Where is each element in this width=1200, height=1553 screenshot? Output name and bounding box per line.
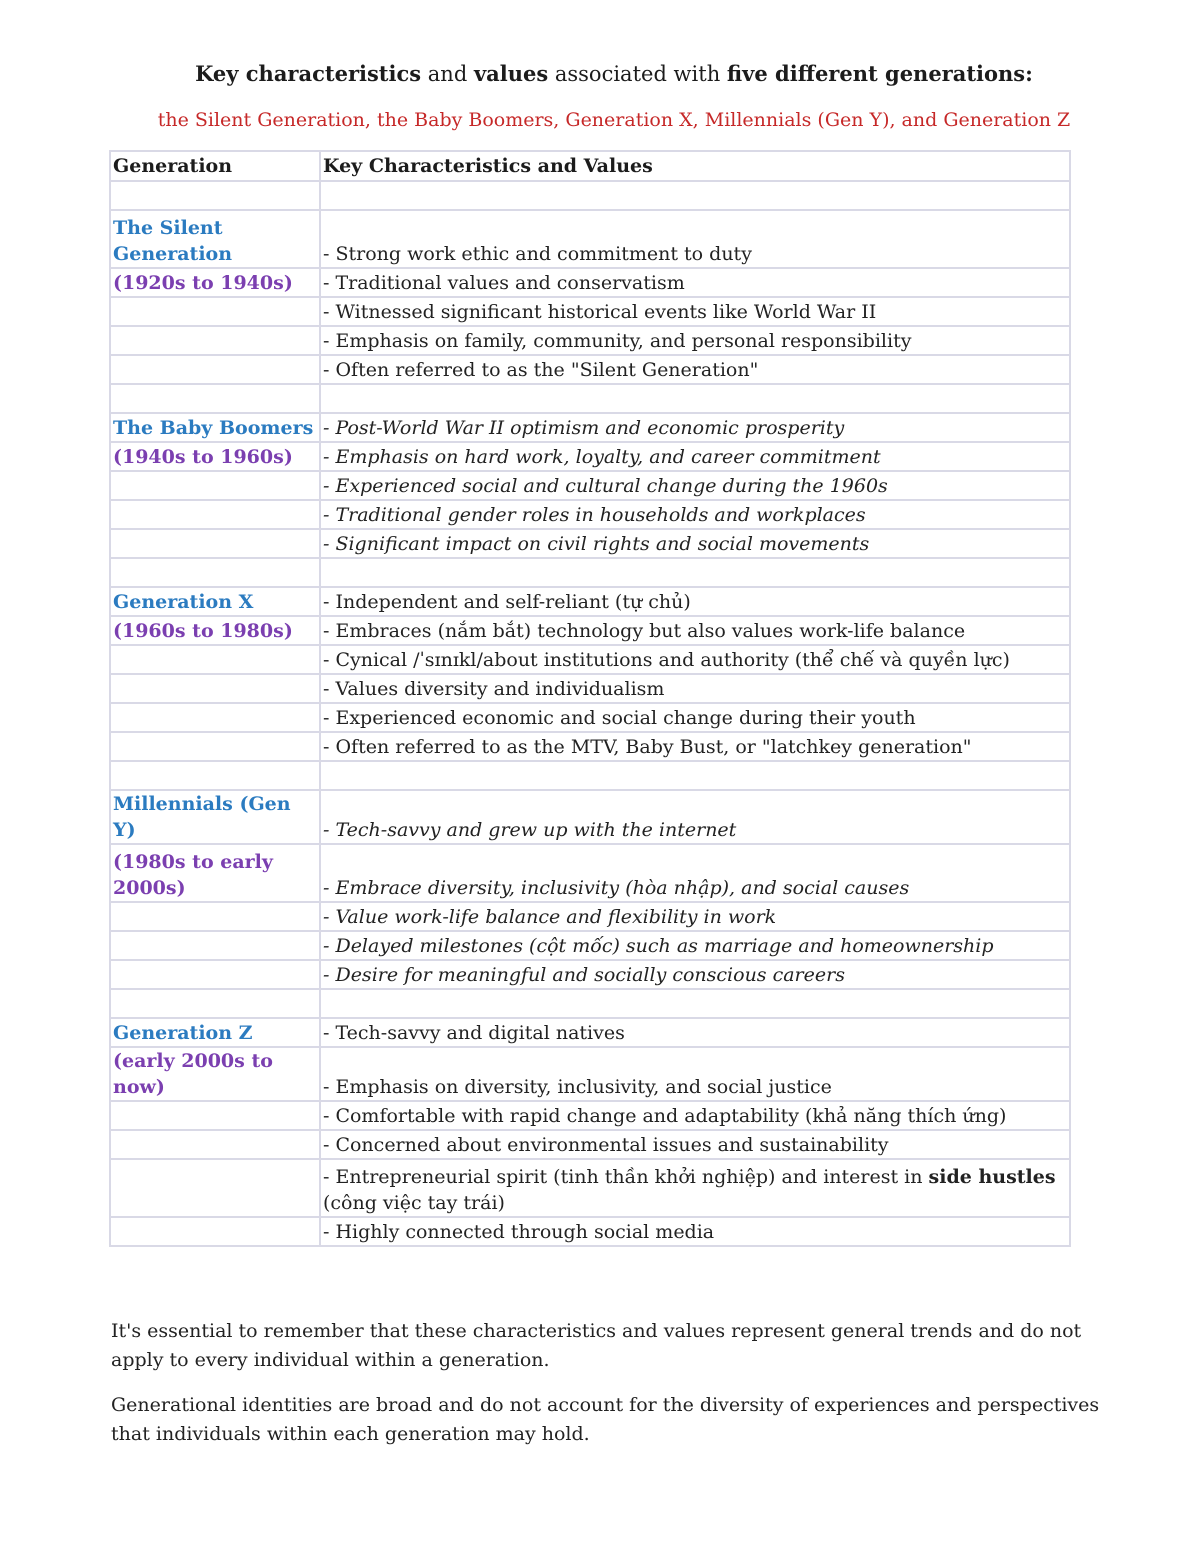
- table-row: [110, 790, 1070, 844]
- title-plain-1: and: [421, 62, 474, 86]
- silent-years: (1920s to 1940s): [113, 272, 293, 294]
- characteristic-cell: - Comfortable with rapid change and adaptability (khả năng thích ứng): [320, 1101, 1070, 1130]
- table-row: [110, 616, 1070, 645]
- generations-table: [109, 150, 1071, 1247]
- millennials-name-cell: [110, 790, 320, 844]
- characteristic-cell: - Embraces (nắm bắt) technology but also values work-life balance: [320, 616, 1070, 645]
- table-row: [110, 268, 1070, 297]
- table-row: [110, 210, 1070, 268]
- silent-name: The Silent Generation: [113, 217, 233, 265]
- table-row: [110, 587, 1070, 616]
- boomers-years-cell: [110, 442, 320, 471]
- characteristic-cell: - Tech-savvy and digital natives: [320, 1018, 1070, 1047]
- characteristic-cell: [320, 1159, 1070, 1217]
- genz-name-cell: [110, 1018, 320, 1047]
- spacer-row: [110, 989, 1070, 1018]
- table-row: [110, 297, 1070, 326]
- characteristic-cell: - Cynical /ˈsɪnɪkl/about institutions and authority (thể chế và quyền lực): [320, 645, 1070, 674]
- footer-paragraph-2: Generational identities are broad and do not account for the diversity of experiences and perspectives that individuals within each generation may hold.: [111, 1394, 1100, 1445]
- title-bold-2: values: [473, 61, 549, 86]
- table-row: [110, 471, 1070, 500]
- characteristic-cell: - Experienced social and cultural change during the 1960s: [320, 471, 1070, 500]
- footer-paragraph-1: It's essential to remember that these characteristics and values represent general trends and do not apply to every individual within a generation.: [111, 1320, 1082, 1371]
- characteristic-cell: - Tech-savvy and grew up with the internet: [320, 790, 1070, 844]
- genx-name: Generation X: [113, 591, 254, 613]
- genz-years-cell: [110, 1047, 320, 1101]
- genz-years: (early 2000s to now): [113, 1050, 273, 1098]
- boomers-name: The Baby Boomers: [113, 417, 314, 439]
- millennials-years: (1980s to early 2000s): [113, 851, 273, 899]
- genx-years-cell: [110, 616, 320, 645]
- millennials-years-cell: [110, 844, 320, 902]
- table-row: [110, 1101, 1070, 1130]
- characteristic-cell: - Often referred to as the MTV, Baby Bust, or "latchkey generation": [320, 732, 1070, 761]
- table-row: [110, 645, 1070, 674]
- boomers-name-cell: [110, 413, 320, 442]
- table-row: [110, 931, 1070, 960]
- table-row: [110, 1130, 1070, 1159]
- silent-years-cell: [110, 268, 320, 297]
- table-header-row: [110, 151, 1070, 181]
- header-generation: Generation: [110, 151, 320, 181]
- characteristic-cell: - Desire for meaningful and socially conscious careers: [320, 960, 1070, 989]
- characteristic-cell: - Experienced economic and social change during their youth: [320, 703, 1070, 732]
- header-characteristics: Key Characteristics and Values: [320, 151, 1070, 181]
- title-plain-2: associated with: [548, 62, 727, 86]
- table-row: [110, 674, 1070, 703]
- characteristic-cell: - Strong work ethic and commitment to duty: [320, 210, 1070, 268]
- characteristic-cell: - Often referred to as the "Silent Generation": [320, 355, 1070, 384]
- characteristic-cell: - Values diversity and individualism: [320, 674, 1070, 703]
- entrepreneurial-text: - Entrepreneurial spirit (tinh thần khởi nghiệp) and interest in: [323, 1166, 929, 1188]
- characteristic-cell: - Concerned about environmental issues and sustainability: [320, 1130, 1070, 1159]
- table-row: [110, 442, 1070, 471]
- boomers-years: (1940s to 1960s): [113, 446, 293, 468]
- table-row: [110, 529, 1070, 558]
- table-row: [110, 844, 1070, 902]
- characteristic-cell: - Witnessed significant historical events like World War II: [320, 297, 1070, 326]
- table-row: [110, 703, 1070, 732]
- table-row: [110, 413, 1070, 442]
- characteristic-cell: - Emphasis on family, community, and personal responsibility: [320, 326, 1070, 355]
- characteristic-cell: - Traditional gender roles in households and workplaces: [320, 500, 1070, 529]
- table-row: [110, 732, 1070, 761]
- table-row: [110, 355, 1070, 384]
- characteristic-cell: - Embrace diversity, inclusivity (hòa nhập), and social causes: [320, 844, 1070, 902]
- characteristic-cell: - Delayed milestones (cột mốc) such as marriage and homeownership: [320, 931, 1070, 960]
- entrepreneurial-translation: (công việc tay trái): [323, 1192, 505, 1214]
- table-row: [110, 1018, 1070, 1047]
- table-row: [110, 1217, 1070, 1246]
- table-row: [110, 1047, 1070, 1101]
- page-subtitle: the Silent Generation, the Baby Boomers, Generation X, Millennials (Gen Y), and Generation Z: [157, 109, 1071, 131]
- characteristic-cell: - Emphasis on hard work, loyalty, and career commitment: [320, 442, 1070, 471]
- characteristic-cell: - Independent and self-reliant (tự chủ): [320, 587, 1070, 616]
- title-bold-3: five different generations:: [726, 61, 1033, 86]
- characteristic-cell: - Value work-life balance and flexibility in work: [320, 902, 1070, 931]
- silent-name-cell: [110, 210, 320, 268]
- characteristic-cell: - Emphasis on diversity, inclusivity, and social justice: [320, 1047, 1070, 1101]
- characteristic-cell: - Traditional values and conservatism: [320, 268, 1070, 297]
- table-row: [110, 960, 1070, 989]
- genz-name: Generation Z: [113, 1022, 253, 1044]
- millennials-name: Millennials (Gen Y): [113, 793, 291, 841]
- characteristic-cell: - Significant impact on civil rights and social movements: [320, 529, 1070, 558]
- genx-years: (1960s to 1980s): [113, 620, 293, 642]
- spacer-row: [110, 761, 1070, 790]
- spacer-row: [110, 181, 1070, 210]
- table-row: [110, 326, 1070, 355]
- title-bold-1: Key characteristics: [195, 61, 422, 86]
- spacer-row: [110, 558, 1070, 587]
- spacer-row: [110, 384, 1070, 413]
- side-hustles-text: side hustles: [928, 1166, 1056, 1188]
- table-row: [110, 1159, 1070, 1217]
- genx-name-cell: [110, 587, 320, 616]
- table-row: [110, 902, 1070, 931]
- page-title: [0, 58, 1200, 90]
- characteristic-cell: - Highly connected through social media: [320, 1217, 1070, 1246]
- characteristic-cell: - Post-World War II optimism and economic prosperity: [320, 413, 1070, 442]
- table-row: [110, 500, 1070, 529]
